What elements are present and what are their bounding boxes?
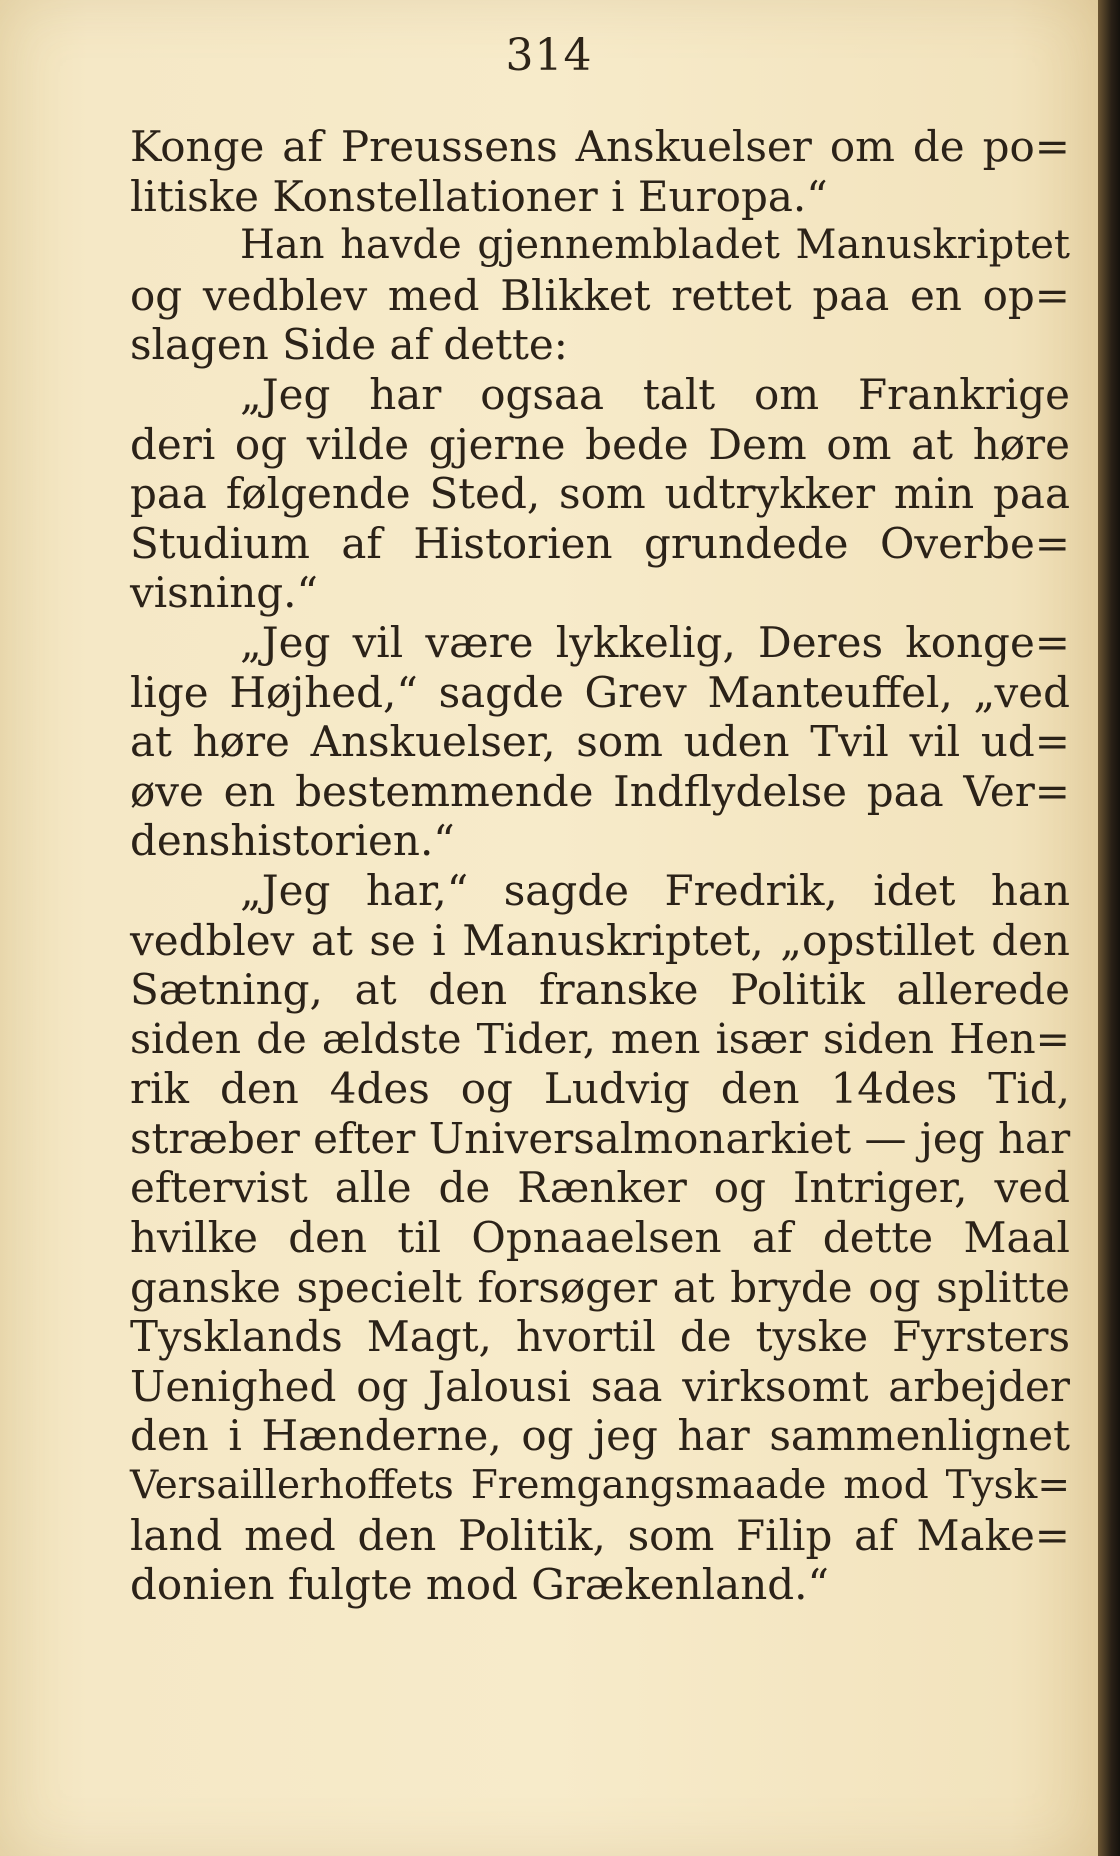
text-line: lige Højhed,“ sagde Grev Manteuffel, „ved	[130, 667, 1070, 717]
text-line: øve en bestemmende Indflydelse paa Ver=	[130, 766, 1070, 816]
text-line: „Jeg har,“ sagde Fredrik, idet han	[240, 865, 1070, 915]
text-line: at høre Anskuelser, som uden Tvil vil ud=	[130, 717, 1070, 767]
text-line: siden de ældste Tider, men især siden Hen=	[130, 1014, 1070, 1063]
text-line: denshistorien.“	[130, 816, 455, 866]
text-line: Studium af Historien grundede Overbe=	[130, 518, 1070, 568]
text-line: vedblev at se i Manuskriptet, „opstillet den	[130, 915, 1070, 965]
book-edge	[1098, 0, 1120, 1856]
body-text	[130, 122, 1070, 1610]
text-line: donien fulgte mod Grækenland.“	[130, 1560, 829, 1610]
page-number: 314	[505, 30, 593, 81]
text-line: visning.“	[130, 568, 318, 618]
text-line: Tysklands Magt, hvortil de tyske Fyrsters	[130, 1312, 1070, 1362]
text-line: Uenighed og Jalousi saa virksomt arbejder	[130, 1361, 1070, 1411]
text-line: og vedblev med Blikket rettet paa en op=	[130, 270, 1070, 320]
text-line: ganske specielt forsøger at bryde og splitte	[130, 1262, 1070, 1312]
text-line: den i Hænderne, og jeg har sammenlignet	[130, 1411, 1070, 1461]
text-line: paa følgende Sted, som udtrykker min paa	[130, 469, 1070, 519]
text-line: hvilke den til Opnaaelsen af dette Maal	[130, 1213, 1070, 1263]
text-line: slagen Side af dette:	[130, 320, 568, 370]
text-line: „Jeg vil være lykkelig, Deres konge=	[240, 617, 1070, 667]
text-line: stræber efter Universalmonarkiet — jeg har	[130, 1113, 1071, 1163]
text-line: litiske Konstellationer i Europa.“	[130, 171, 828, 221]
text-line: eftervist alle de Rænker og Intriger, ved	[130, 1163, 1070, 1213]
text-line: rik den 4des og Ludvig den 14des Tid,	[130, 1064, 1070, 1114]
text-line: „Jeg har ogsaa talt om Frankrige	[240, 369, 1070, 419]
text-line: Konge af Preussens Anskuelser om de po=	[130, 122, 1070, 171]
text-line: deri og vilde gjerne bede Dem om at høre	[130, 419, 1070, 469]
text-line: Sætning, at den franske Politik allerede	[130, 965, 1070, 1015]
text-line: Versaillerhoffets Fremgangsmaade mod Tysk=	[130, 1463, 1070, 1509]
text-line: land med den Politik, som Filip af Make=	[130, 1510, 1070, 1560]
text-line: Han havde gjennembladet Manuskriptet	[240, 222, 1070, 269]
